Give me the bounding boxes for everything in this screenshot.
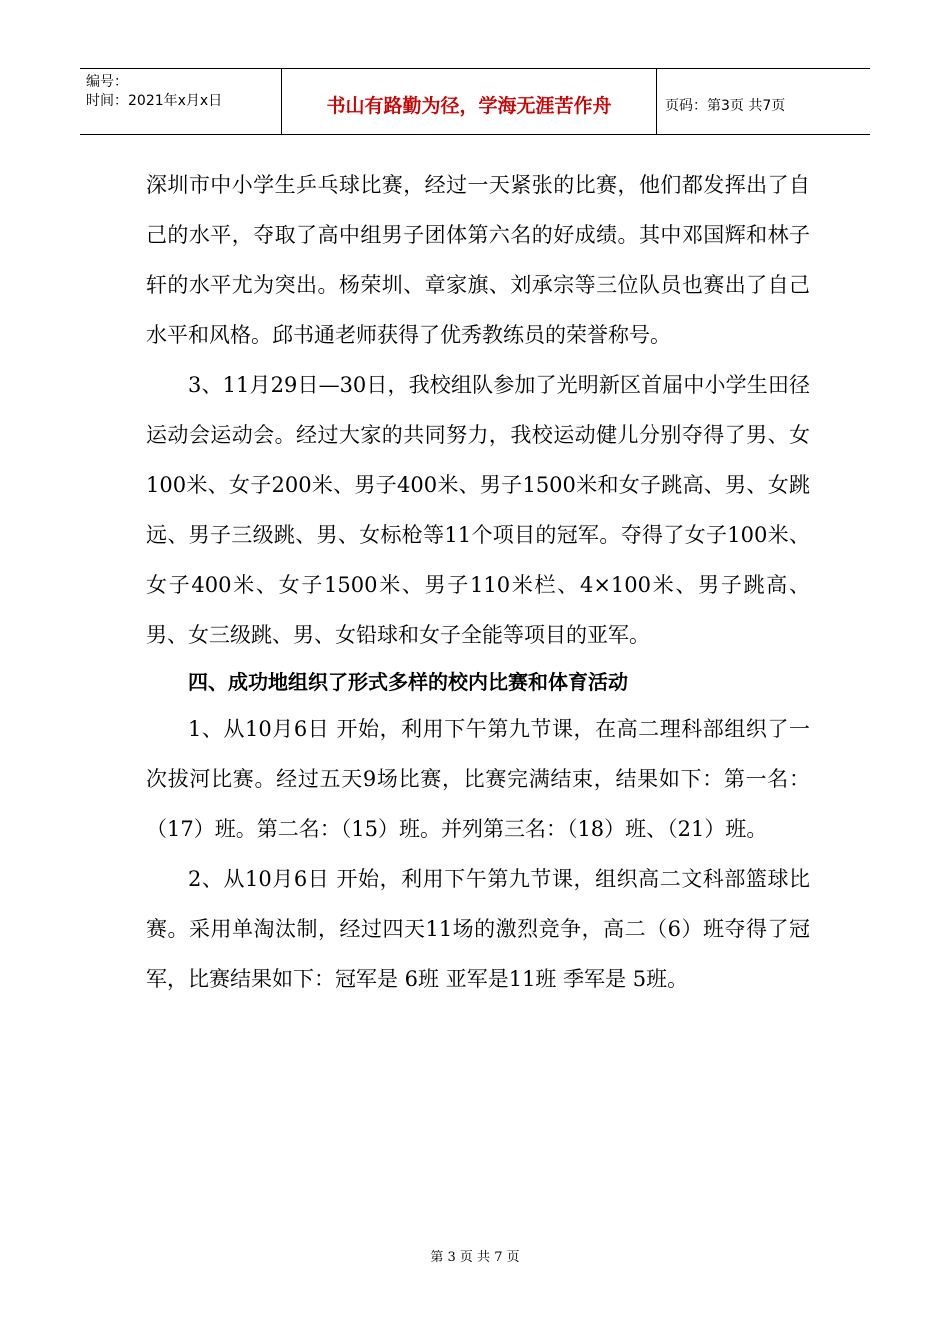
paragraph-track-field: 3、11月29日—30日，我校组队参加了光明新区首届中小学生田径运动会运动会。经过大家的共同努力，我校运动健儿分别夺得了男、女100米、女子200米、男子400米、男子1500米和女子跳高、男、女跳远、男子三级跳、男、女标枪等11个项目的冠军。夺得了女子100米、女子400米、女子1500米、男子110米栏、4×100米、男子跳高、男、女三级跳、男、女铅球和女子全能等项目的亚军。 [146, 373, 810, 647]
paragraph-basketball: 2、从10月6日 开始，利用下午第九节课，组织高二文科部篮球比赛。采用单淘汰制，经过四天11场的激烈竞争，高二（6）班夺得了冠军，比赛结果如下：冠军是 6班 亚军是11班 季军是 5班。 [146, 867, 810, 991]
document-number-label: 编号： [86, 74, 128, 90]
header-meta-cell [80, 69, 282, 134]
paragraph-table-tennis: 深圳市中小学生乒乓球比赛，经过一天紧张的比赛，他们都发挥出了自己的水平，夺取了高中组男子团体第六名的好成绩。其中邓国辉和林子轩的水平尤为突出。杨荣圳、章家旗、刘承宗等三位队员也赛出了自己水平和风格。邱书通老师获得了优秀教练员的荣誉称号。 [146, 173, 810, 347]
section-heading-four: 四、成功地组织了形式多样的校内比赛和体育活动 [188, 670, 628, 694]
paragraph-tug-of-war: 1、从10月6日 开始，利用下午第九节课，在高二理科部组织了一次拔河比赛。经过五天9场比赛，比赛完满结束，结果如下：第一名：（17）班。第二名：（15）班。并列第三名：（18）班、（21）班。 [146, 717, 810, 841]
header-page-info: 页码：第3页 共7页 [665, 97, 786, 114]
page-footer: 第 3 页 共 7 页 [430, 1250, 520, 1265]
document-body [146, 160, 810, 1004]
header-motto: 书山有路勤为径，学海无涯苦作舟 [282, 69, 657, 134]
page-header [80, 68, 870, 135]
document-date-label: 时间：2021年x月x日 [86, 93, 223, 109]
